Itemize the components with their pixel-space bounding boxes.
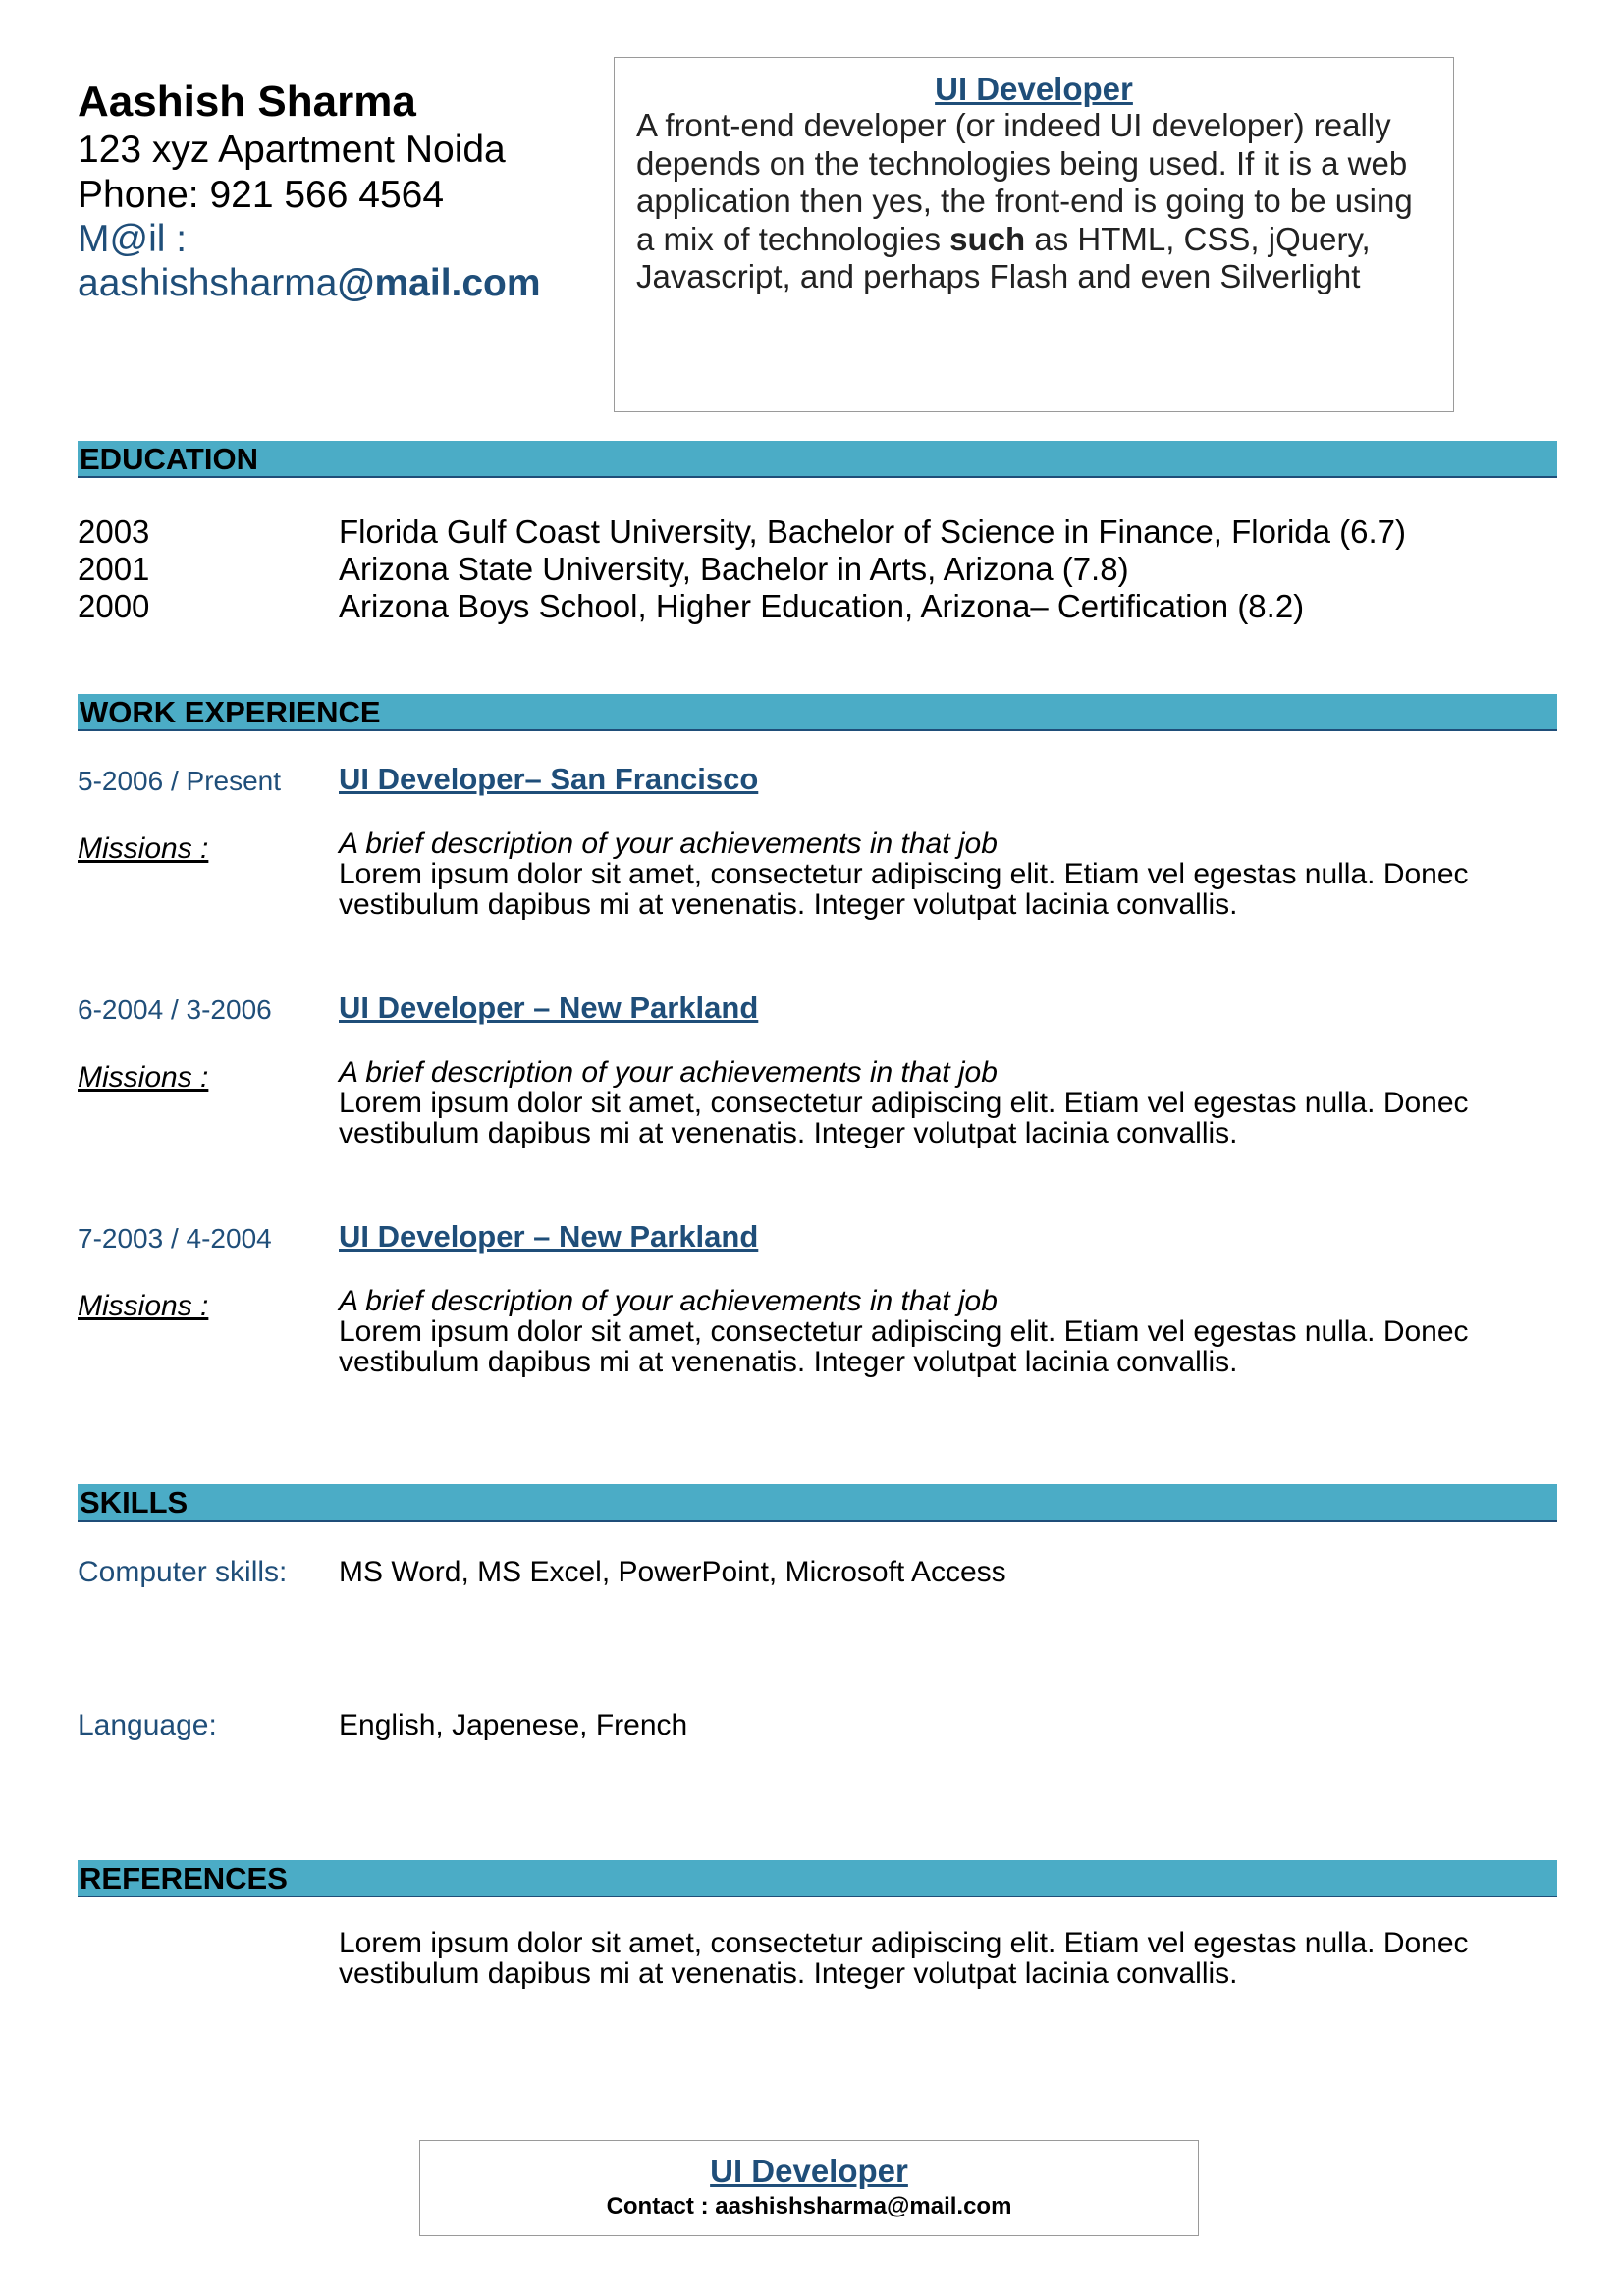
language-value: English, Japenese, French [339,1709,688,1741]
section-header-skills [78,1484,1557,1522]
phone: Phone: 921 566 4564 [78,174,445,216]
address: 123 xyz Apartment Noida [78,129,506,171]
job-body: Lorem ipsum dolor sit amet, consectetur adipiscing elit. Etiam vel egestas nulla. Donec vestibulum dapibus mi at venenatis. Integer volutpat lacinia convallis. [339,1315,1469,1378]
section-title: SKILLS [80,1485,189,1520]
email-domain: @mail.com [337,262,541,304]
job-lead: A brief description of your achievements in that job [339,1056,998,1089]
job-body: Lorem ipsum dolor sit amet, consectetur adipiscing elit. Etiam vel egestas nulla. Donec vestibulum dapibus mi at venenatis. Integer volutpat lacinia convallis. [339,858,1469,921]
summary-text-part: as HTML, CSS, jQuery, Javascript, and perhaps Flash and even Silverlight [636,220,1371,294]
job-title[interactable]: UI Developer – New Parkland [339,1219,759,1254]
education-year: 2003 [78,513,150,550]
language-label: Language: [78,1709,217,1741]
section-title: EDUCATION [80,442,258,476]
job-lead: A brief description of your achievements in that job [339,1285,998,1317]
education-year: 2000 [78,588,150,624]
footer-box [419,2140,1199,2236]
computer-skills-value: MS Word, MS Excel, PowerPoint, Microsoft Access [339,1556,1006,1588]
computer-skills-label: Computer skills: [78,1556,288,1588]
education-entry: Arizona State University, Bachelor in Arts, Arizona (7.8) [339,551,1129,587]
job-date: 6-2004 / 3-2006 [78,994,272,1025]
job-date: 7-2003 / 4-2004 [78,1223,272,1254]
missions-label: Missions : [78,832,209,865]
mail-label: M@il : [78,218,188,260]
summary-box [614,57,1454,412]
missions-label: Missions : [78,1061,209,1094]
job-lead: A brief description of your achievements in that job [339,828,998,860]
job-description [339,1057,1537,1148]
section-header-references [78,1860,1557,1897]
job-description [339,828,1537,920]
job-date: 5-2006 / Present [78,766,282,796]
footer-title: UI Developer [710,2153,908,2189]
summary-text-bold: such [949,220,1026,257]
education-entry: Arizona Boys School, Higher Education, Arizona– Certification (8.2) [339,588,1305,624]
job-body: Lorem ipsum dolor sit amet, consectetur adipiscing elit. Etiam vel egestas nulla. Donec vestibulum dapibus mi at venenatis. Integer volutpat lacinia convallis. [339,1087,1469,1149]
email-user: aashishsharma [78,262,338,304]
footer-contact[interactable]: Contact : aashishsharma@mail.com [606,2193,1012,2219]
section-header-education [78,441,1557,478]
job-title[interactable]: UI Developer – New Parkland [339,990,759,1025]
summary-text-part: A front-end developer (or indeed UI developer) really depends on the technologies being used. If it is a web application then yes, the front-end is going to be using a mix of technologies [636,107,1413,257]
summary-title: UI Developer [935,71,1133,107]
job-title[interactable]: UI Developer– San Francisco [339,762,759,796]
email-address[interactable] [78,261,541,306]
education-entry: Florida Gulf Coast University, Bachelor of Science in Finance, Florida (6.7) [339,513,1407,550]
section-title: WORK EXPERIENCE [80,695,381,729]
education-year: 2001 [78,551,150,587]
section-header-work [78,694,1557,731]
references-text: Lorem ipsum dolor sit amet, consectetur adipiscing elit. Etiam vel egestas nulla. Donec vestibulum dapibus mi at venenatis. Integer volutpat lacinia convallis. [339,1927,1469,1990]
candidate-name: Aashish Sharma [78,78,416,126]
summary-text [636,107,1435,296]
section-title: REFERENCES [80,1861,288,1896]
job-description [339,1286,1537,1377]
missions-label: Missions : [78,1290,209,1322]
